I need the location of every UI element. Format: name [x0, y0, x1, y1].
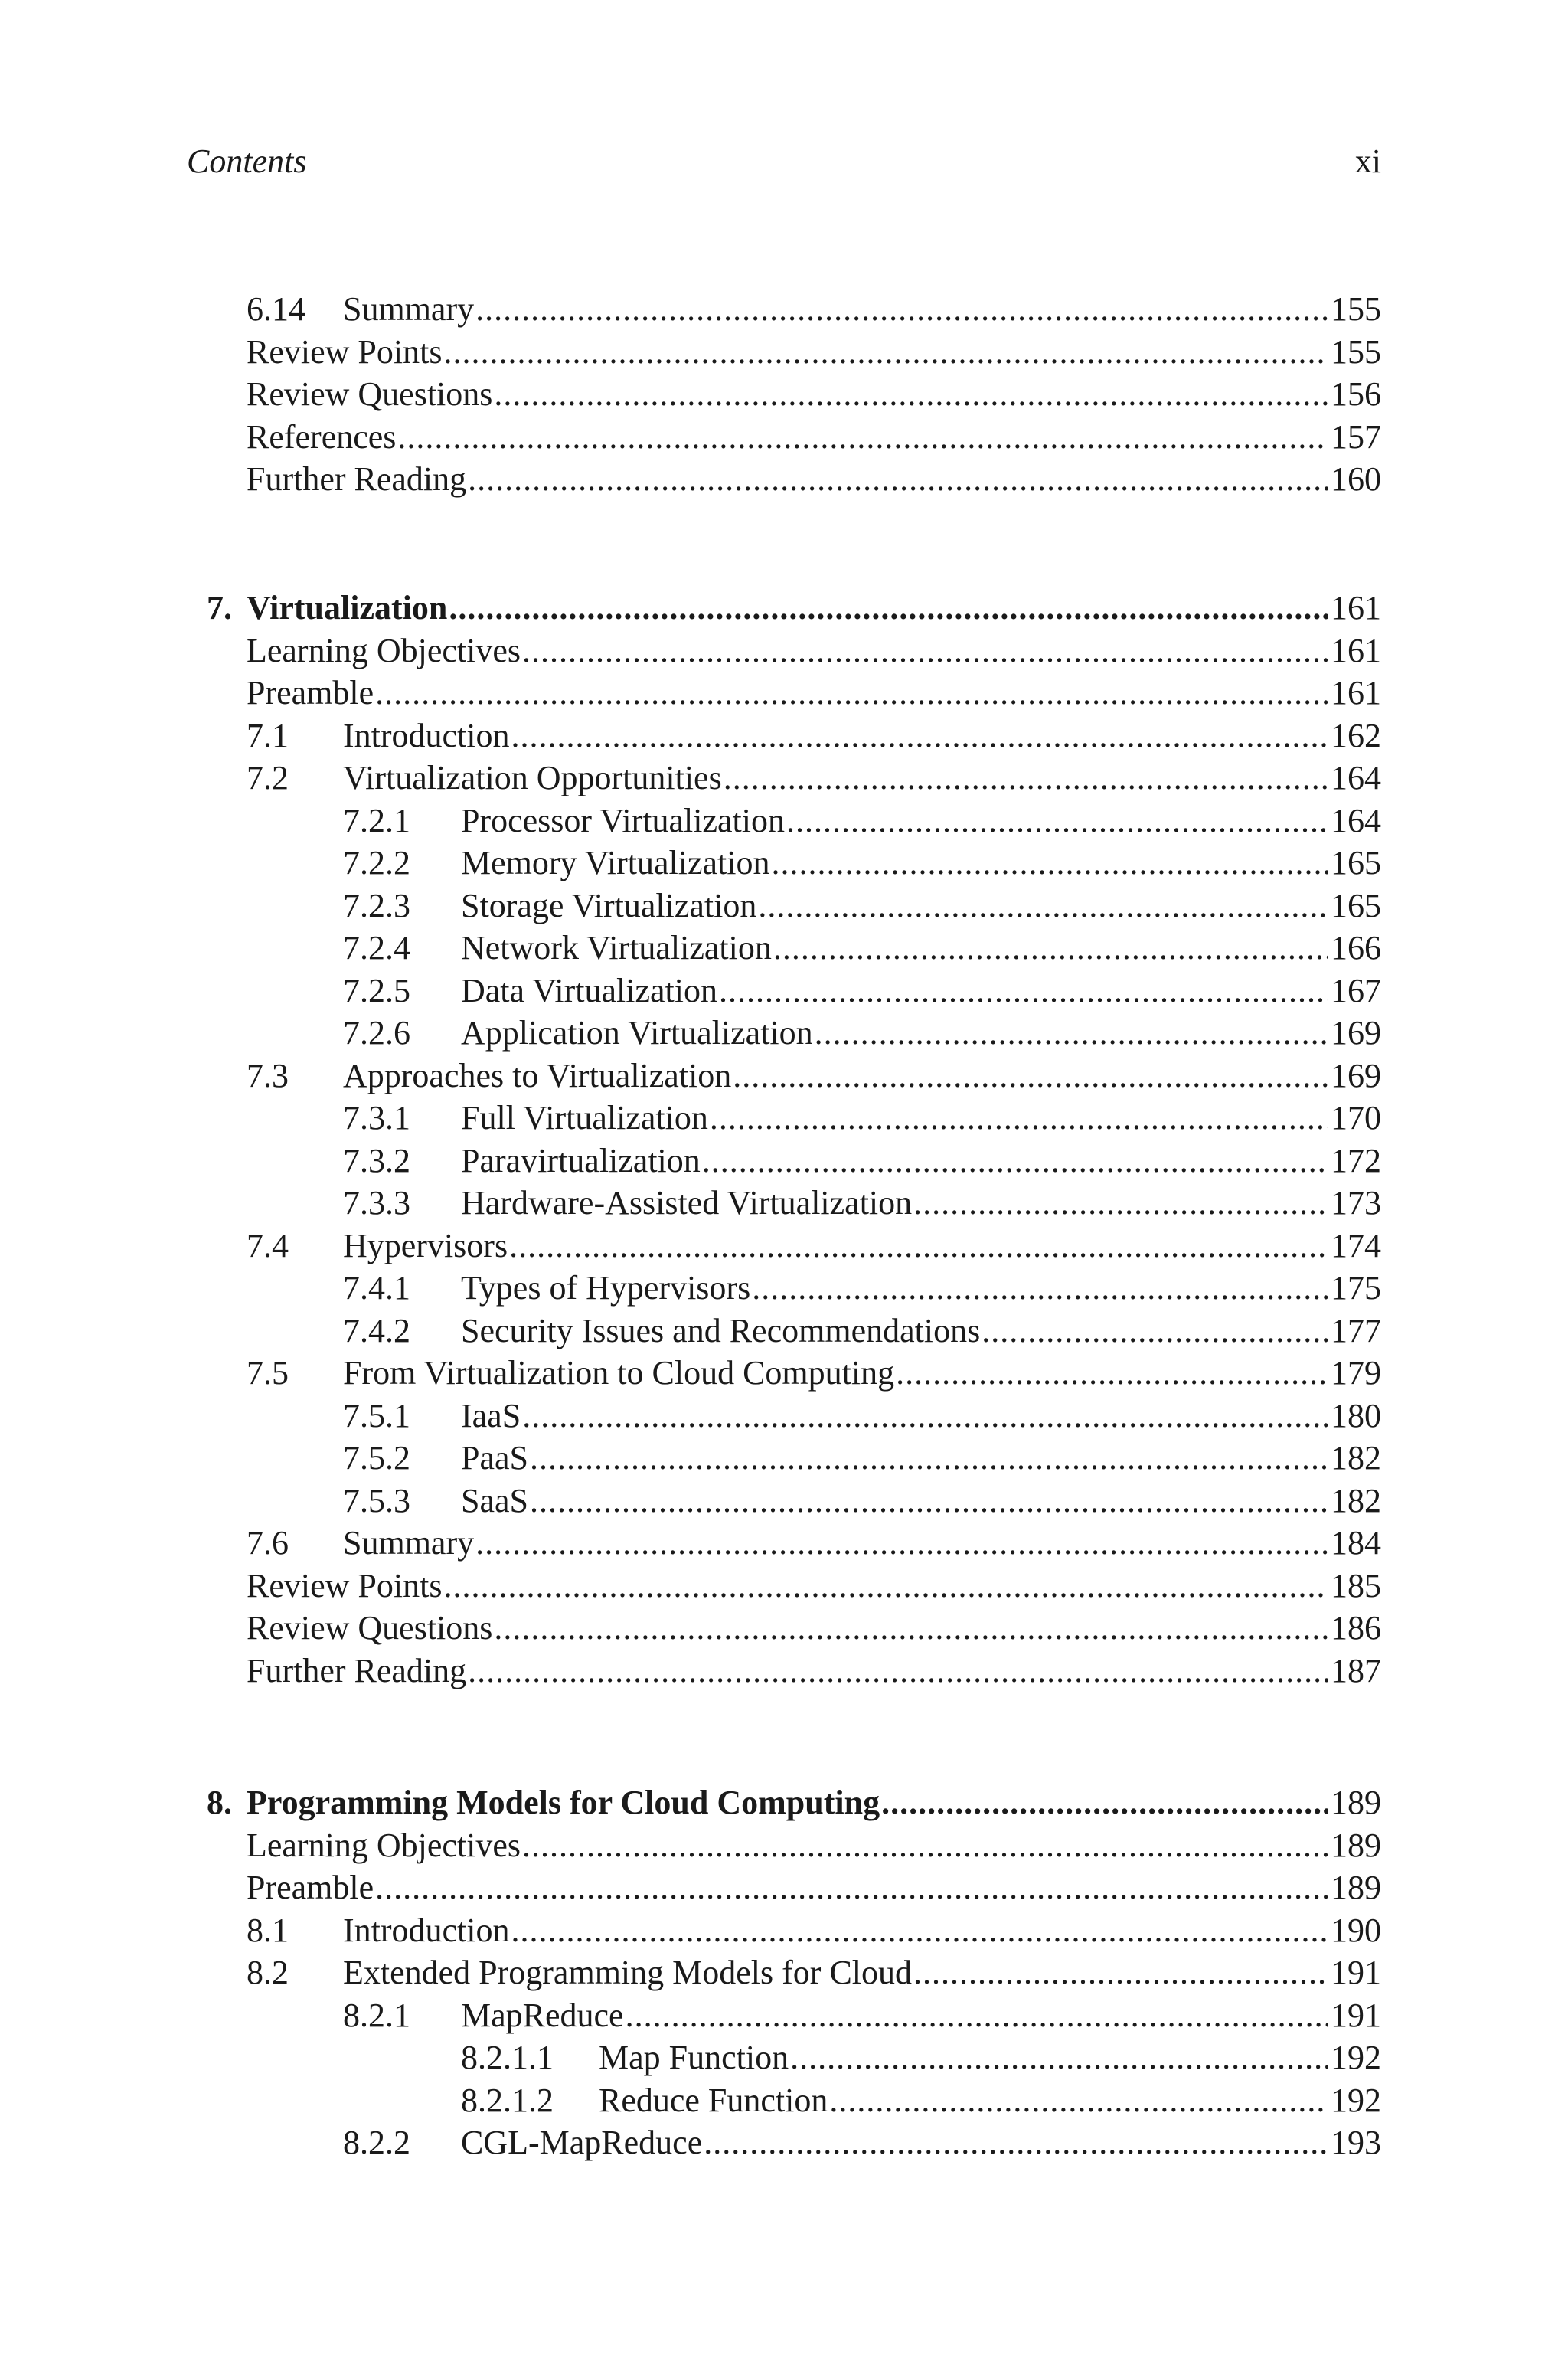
leader-dots	[829, 2079, 1328, 2122]
toc-entry-title: Hypervisors	[343, 1226, 508, 1264]
leader-dots	[626, 1994, 1328, 2037]
leader-dots	[509, 1225, 1328, 1267]
toc-entry-title: IaaS	[461, 1396, 521, 1434]
toc-entry-title: Preamble	[247, 1869, 374, 1906]
leader-dots	[702, 1140, 1328, 1182]
chapter-page: 189	[1331, 1784, 1381, 1821]
leader-dots	[511, 715, 1328, 757]
toc-entry[interactable]	[207, 757, 1381, 800]
toc-entry-title: Types of Hypervisors	[461, 1269, 751, 1307]
toc-entry-page: 172	[1331, 1141, 1381, 1179]
running-head	[187, 135, 1381, 188]
toc-entry[interactable]	[207, 458, 1381, 501]
toc-entry-title: Processor Virtualization	[461, 801, 786, 839]
leader-dots	[786, 800, 1328, 842]
toc-entry[interactable]	[207, 800, 1381, 842]
toc-entry-number: 7.2.2	[343, 844, 410, 881]
leader-dots	[913, 1182, 1328, 1225]
toc-entry-number: 7.1	[247, 716, 289, 754]
leader-dots	[522, 630, 1328, 672]
chapter-page: 161	[1331, 589, 1381, 626]
toc-entry[interactable]	[207, 1267, 1381, 1310]
toc-entry-number: 7.2.6	[343, 1014, 410, 1052]
toc-chapter-heading[interactable]	[207, 1781, 1381, 1824]
toc-entry-number: 8.2.2	[343, 2124, 410, 2161]
toc-chapter-heading[interactable]	[207, 587, 1381, 630]
leader-dots	[475, 288, 1328, 331]
toc-block-chapter-6-end	[207, 288, 1381, 501]
toc-entry-page: 190	[1331, 1911, 1381, 1949]
toc-entry-page: 155	[1331, 290, 1381, 328]
toc-entry-title: Application Virtualization	[461, 1014, 813, 1052]
toc-entry-number: 7.2.4	[343, 929, 410, 966]
leader-dots	[475, 1522, 1328, 1565]
toc-entry-page: 177	[1331, 1311, 1381, 1349]
toc-entry-number: 7.3.1	[343, 1099, 410, 1137]
toc-entry[interactable]	[207, 1824, 1381, 1867]
leader-dots	[710, 1097, 1328, 1140]
leader-dots	[397, 416, 1328, 459]
leader-dots	[719, 970, 1328, 1012]
toc-entry[interactable]	[207, 1055, 1381, 1097]
toc-entry[interactable]	[207, 1522, 1381, 1565]
toc-entry-title: Summary	[343, 1524, 475, 1562]
toc-entry[interactable]	[207, 331, 1381, 374]
toc-entry-title: Introduction	[343, 1911, 510, 1949]
toc-entry-page: 173	[1331, 1184, 1381, 1222]
toc-entry-page: 161	[1331, 631, 1381, 669]
toc-entry-title: From Virtualization to Cloud Computing	[343, 1354, 895, 1392]
toc-entry-number: 7.4.2	[343, 1311, 410, 1349]
page-number: xi	[1354, 142, 1381, 180]
leader-dots	[468, 1650, 1328, 1693]
toc-entry-page: 184	[1331, 1524, 1381, 1562]
toc-entry-page: 164	[1331, 801, 1381, 839]
toc-entry-title: Further Reading	[247, 1651, 467, 1689]
leader-dots	[733, 1055, 1328, 1097]
toc-entry-page: 162	[1331, 716, 1381, 754]
leader-dots	[530, 1437, 1328, 1480]
toc-entry[interactable]	[207, 2036, 1381, 2079]
toc-entry-number: 7.6	[247, 1524, 289, 1562]
toc-entry[interactable]	[207, 672, 1381, 715]
chapter-number: 8.	[207, 1784, 232, 1821]
toc-entry[interactable]	[207, 1225, 1381, 1267]
toc-entry-title: Further Reading	[247, 460, 467, 498]
chapter-number: 7.	[207, 589, 232, 626]
toc-entry[interactable]	[207, 1480, 1381, 1523]
toc-entry[interactable]	[207, 927, 1381, 970]
toc-entry[interactable]	[207, 970, 1381, 1012]
leader-dots	[752, 1267, 1328, 1310]
toc-entry[interactable]	[207, 1182, 1381, 1225]
chapter-title: Programming Models for Cloud Computing	[247, 1784, 880, 1821]
leader-dots	[443, 1565, 1328, 1608]
toc-entry-title: Review Questions	[247, 1609, 493, 1647]
toc-entry[interactable]	[207, 1565, 1381, 1608]
toc-entry-number: 8.1	[247, 1911, 289, 1949]
toc-entry-page: 192	[1331, 2081, 1381, 2119]
chapter-title: Virtualization	[247, 589, 448, 626]
toc-entry-page: 174	[1331, 1226, 1381, 1264]
toc-entry-number: 8.2.1	[343, 1996, 410, 2034]
toc-entry-title: Network Virtualization	[461, 929, 772, 966]
leader-dots	[815, 1012, 1328, 1055]
leader-dots	[449, 587, 1328, 630]
toc-entry[interactable]	[207, 2079, 1381, 2122]
toc-entry-number: 7.5.3	[343, 1481, 410, 1519]
toc-entry-number: 7.3.3	[343, 1184, 410, 1222]
toc-entry[interactable]	[207, 1607, 1381, 1650]
toc-entry-title: Paravirtualization	[461, 1141, 701, 1179]
toc-entry-number: 8.2.1.1	[461, 2039, 554, 2076]
toc-entry-number: 6.14	[247, 290, 305, 328]
leader-dots	[982, 1310, 1328, 1352]
toc-entry-title: Virtualization Opportunities	[343, 759, 722, 796]
toc-entry[interactable]	[207, 715, 1381, 757]
toc-entry[interactable]	[207, 1012, 1381, 1055]
toc-entry-page: 169	[1331, 1056, 1381, 1094]
toc-entry-page: 155	[1331, 332, 1381, 371]
toc-entry-title: CGL-MapReduce	[461, 2124, 703, 2161]
toc-entry-number: 7.5.2	[343, 1439, 410, 1477]
toc-entry-page: 182	[1331, 1481, 1381, 1519]
toc-entry-page: 192	[1331, 2039, 1381, 2076]
toc-entry-title: SaaS	[461, 1481, 528, 1519]
toc-entry-page: 191	[1331, 1954, 1381, 1991]
leader-dots	[494, 373, 1328, 416]
leader-dots	[773, 927, 1328, 970]
leader-dots	[704, 2121, 1328, 2164]
toc-entry-title: Extended Programming Models for Cloud	[343, 1954, 913, 1991]
toc-entry-title: PaaS	[461, 1439, 528, 1477]
leader-dots	[522, 1395, 1328, 1437]
toc-entry[interactable]	[207, 1437, 1381, 1480]
toc-entry-title: Storage Virtualization	[461, 886, 757, 924]
toc-entry[interactable]	[207, 1951, 1381, 1994]
toc-entry-number: 7.2.5	[343, 971, 410, 1009]
toc-entry-page: 156	[1331, 375, 1381, 413]
toc-entry-page: 161	[1331, 674, 1381, 711]
toc-entry-number: 7.3	[247, 1056, 289, 1094]
leader-dots	[790, 2036, 1328, 2079]
toc-entry-page: 186	[1331, 1609, 1381, 1647]
toc-entry-page: 189	[1331, 1826, 1381, 1864]
toc-entry-number: 7.2.1	[343, 801, 410, 839]
leader-dots	[522, 1824, 1328, 1867]
leader-dots	[494, 1607, 1328, 1650]
toc-entry-title: References	[247, 417, 397, 456]
toc-block-chapter-7	[207, 587, 1381, 1692]
toc-entry-number: 7.3.2	[343, 1141, 410, 1179]
toc-entry[interactable]	[207, 1395, 1381, 1437]
toc-entry[interactable]	[207, 885, 1381, 927]
toc-entry-page: 185	[1331, 1566, 1381, 1604]
toc-entry[interactable]	[207, 2121, 1381, 2164]
toc-entry-title: Full Virtualization	[461, 1099, 708, 1137]
toc-entry-page: 180	[1331, 1396, 1381, 1434]
toc-block-chapter-8	[207, 1781, 1381, 2164]
toc-entry[interactable]	[207, 1650, 1381, 1693]
toc-entry-title: Learning Objectives	[247, 631, 521, 669]
toc-entry-page: 187	[1331, 1651, 1381, 1689]
toc-entry-title: Map Function	[599, 2039, 789, 2076]
toc-entry-page: 166	[1331, 929, 1381, 966]
leader-dots	[881, 1781, 1328, 1824]
toc-entry-page: 164	[1331, 759, 1381, 796]
toc-entry-number: 7.4	[247, 1226, 289, 1264]
toc-entry-title: Review Questions	[247, 375, 493, 413]
toc-entry[interactable]	[207, 630, 1381, 672]
toc-entry-page: 182	[1331, 1439, 1381, 1477]
toc-entry-page: 191	[1331, 1996, 1381, 2034]
toc-entry[interactable]	[207, 842, 1381, 885]
toc-entry-page: 170	[1331, 1099, 1381, 1137]
toc-entry-page: 165	[1331, 886, 1381, 924]
toc-entry-number: 7.2	[247, 759, 289, 796]
toc-entry-title: Preamble	[247, 674, 374, 711]
toc-entry-number: 7.4.1	[343, 1269, 410, 1307]
toc-entry-title: Memory Virtualization	[461, 844, 770, 881]
toc-entry[interactable]	[207, 1310, 1381, 1352]
toc-entry-number: 8.2	[247, 1954, 289, 1991]
toc-entry[interactable]	[207, 1866, 1381, 1909]
toc-entry-page: 165	[1331, 844, 1381, 881]
leader-dots	[530, 1480, 1328, 1523]
toc-entry[interactable]	[207, 373, 1381, 416]
toc-entry[interactable]	[207, 1097, 1381, 1140]
toc-entry-title: Learning Objectives	[247, 1826, 521, 1864]
toc-entry-page: 157	[1331, 417, 1381, 456]
toc-entry-page: 179	[1331, 1354, 1381, 1392]
leader-dots	[511, 1909, 1328, 1952]
toc-entry-number: 7.5.1	[343, 1396, 410, 1434]
running-head-title: Contents	[187, 142, 307, 180]
toc-entry-title: Hardware-Assisted Virtualization	[461, 1184, 913, 1222]
toc-entry-page: 193	[1331, 2124, 1381, 2161]
toc-entry[interactable]	[207, 1994, 1381, 2037]
toc-entry-title: Reduce Function	[599, 2081, 828, 2119]
toc-entry-page: 160	[1331, 460, 1381, 498]
toc-entry-number: 7.5	[247, 1354, 289, 1392]
toc-entry-title: Review Points	[247, 332, 443, 371]
toc-entry-title: Introduction	[343, 716, 510, 754]
toc-entry-number: 8.2.1.2	[461, 2081, 554, 2119]
leader-dots	[724, 757, 1328, 800]
toc-entry-title: Approaches to Virtualization	[343, 1056, 732, 1094]
toc-entry-page: 169	[1331, 1014, 1381, 1052]
leader-dots	[443, 331, 1328, 374]
toc-entry-number: 7.2.3	[343, 886, 410, 924]
toc-entry-page: 189	[1331, 1869, 1381, 1906]
leader-dots	[896, 1352, 1328, 1395]
toc-entry-title: Data Virtualization	[461, 971, 717, 1009]
leader-dots	[771, 842, 1328, 885]
leader-dots	[913, 1951, 1328, 1994]
toc-entry-page: 175	[1331, 1269, 1381, 1307]
toc-entry-title: Summary	[343, 290, 475, 328]
toc-entry[interactable]	[207, 1140, 1381, 1182]
toc-entry-title: Security Issues and Recommendations	[461, 1311, 981, 1349]
leader-dots	[758, 885, 1328, 927]
leader-dots	[375, 672, 1328, 715]
toc-entry-title: Review Points	[247, 1566, 443, 1604]
toc-entry[interactable]	[207, 1352, 1381, 1395]
leader-dots	[375, 1866, 1328, 1909]
toc-entry-page: 167	[1331, 971, 1381, 1009]
toc-entry[interactable]	[207, 288, 1381, 331]
toc-entry[interactable]	[207, 416, 1381, 459]
leader-dots	[468, 458, 1328, 501]
toc-entry-title: MapReduce	[461, 1996, 624, 2034]
toc-entry[interactable]	[207, 1909, 1381, 1952]
